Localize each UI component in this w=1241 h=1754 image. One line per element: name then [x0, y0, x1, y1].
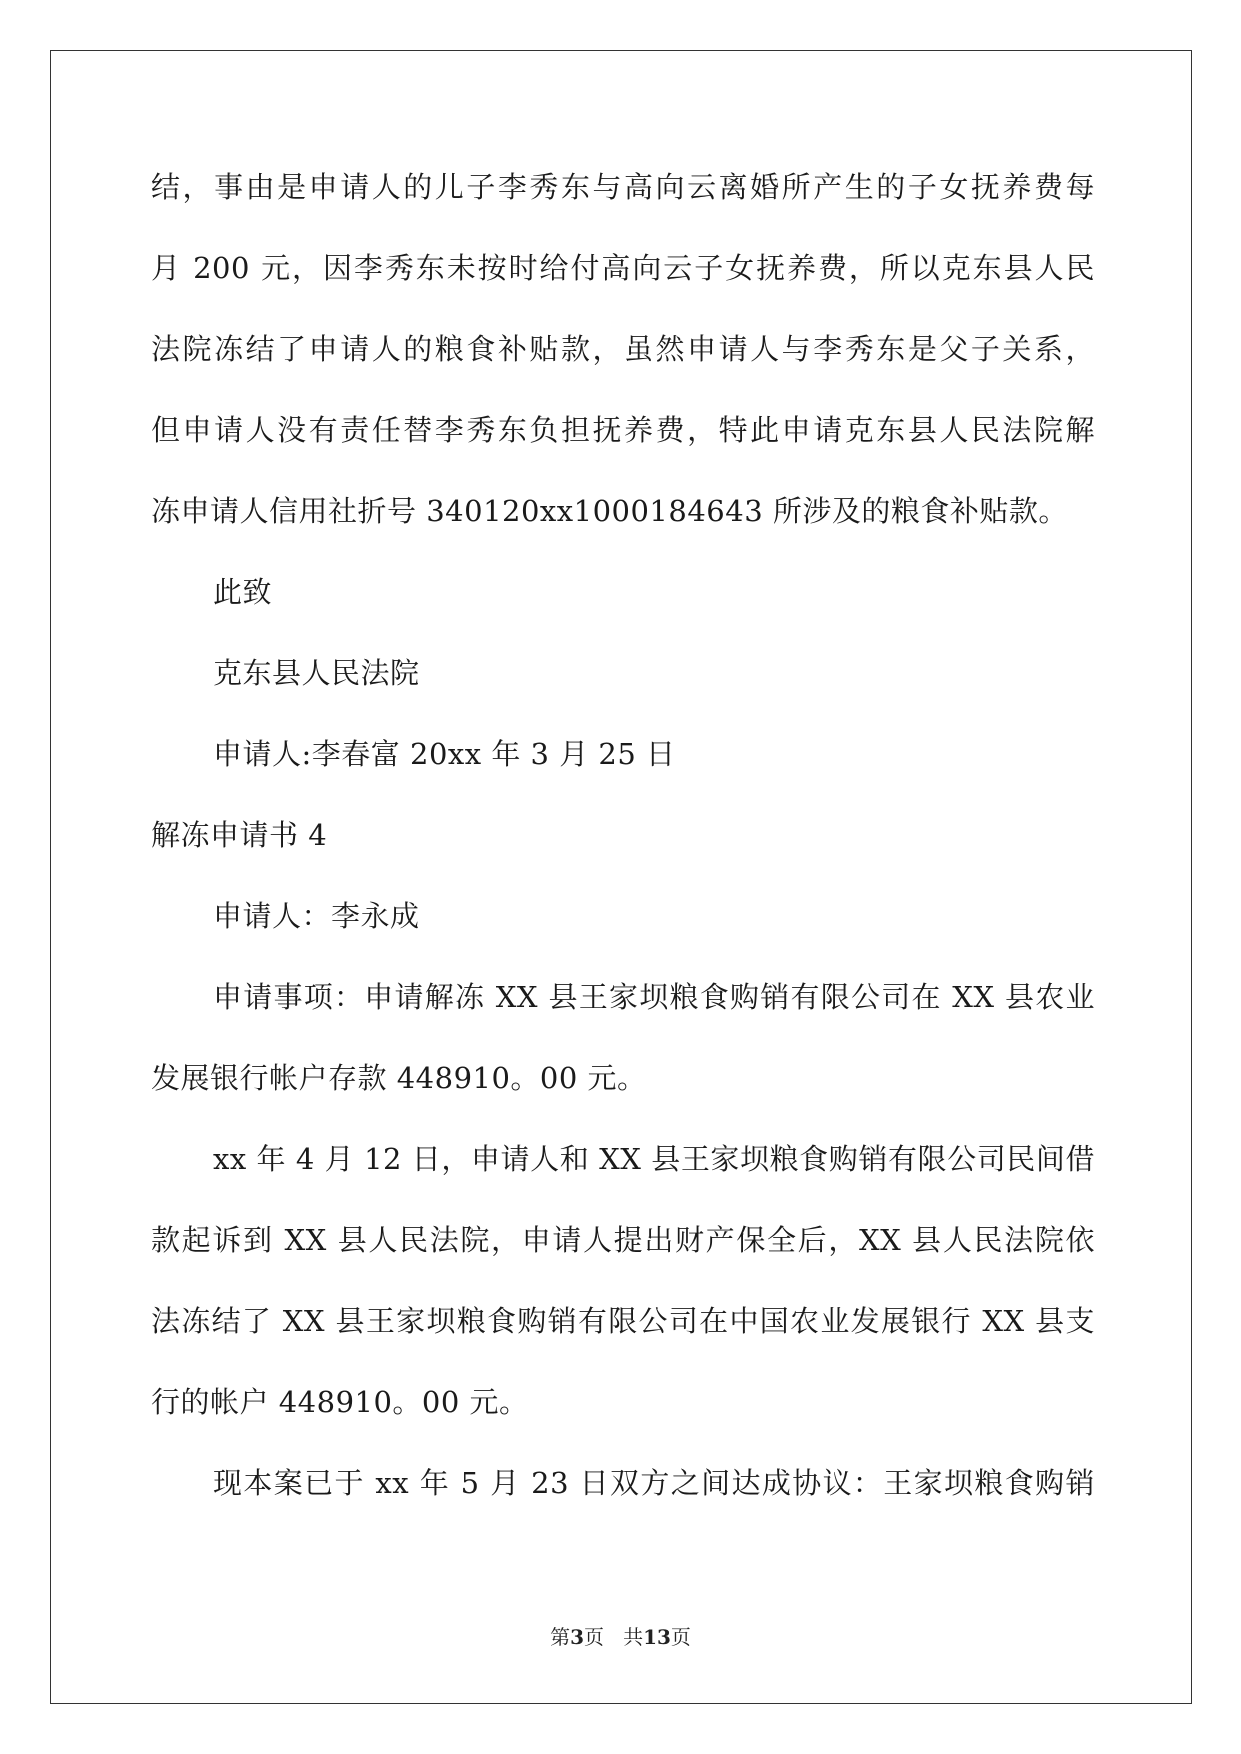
document-body [151, 160, 1095, 1537]
total-suffix: 页 [670, 1625, 691, 1649]
text-line: 现本案已于 xx 年 5 月 23 日双方之间达成协议：王家坝粮食购销 [213, 1466, 1095, 1500]
text-line: 款起诉到 XX 县人民法院，申请人提出财产保全后，XX 县人民法院依 [151, 1223, 1095, 1257]
page-footer [0, 1621, 1241, 1650]
applicant-line: 申请人：李永成 [213, 899, 420, 933]
text-line: xx 年 4 月 12 日，申请人和 XX 县王家坝粮食购销有限公司民间借 [213, 1142, 1095, 1176]
text-line: 行的帐户 448910。00 元。 [151, 1385, 529, 1419]
text-line: 月 200 元，因李秀东未按时给付高向云子女抚养费，所以克东县人民 [151, 251, 1095, 285]
text-line: 结，事由是申请人的儿子李秀东与高向云离婚所产生的子女抚养费每 [151, 170, 1095, 204]
page-number: 3 [570, 1625, 584, 1649]
section-heading: 解冻申请书 4 [151, 818, 328, 852]
page-prefix: 第 [550, 1625, 571, 1649]
text-line: 但申请人没有责任替李秀东负担抚养费，特此申请克东县人民法院解 [151, 413, 1095, 447]
text-line: 法冻结了 XX 县王家坝粮食购销有限公司在中国农业发展银行 XX 县支 [151, 1304, 1095, 1338]
total-prefix: 共 [623, 1625, 644, 1649]
text-line: 法院冻结了申请人的粮食补贴款，虽然申请人与李秀东是父子关系， [151, 332, 1095, 366]
recipient: 克东县人民法院 [213, 656, 420, 690]
text-line: 发展银行帐户存款 448910。00 元。 [151, 1061, 647, 1095]
text-line: 冻申请人信用社折号 340120xx1000184643 所涉及的粮食补贴款。 [151, 494, 1068, 528]
signature-line: 申请人:李春富 20xx 年 3 月 25 日 [213, 737, 676, 771]
text-line: 申请事项：申请解冻 XX 县王家坝粮食购销有限公司在 XX 县农业 [213, 980, 1095, 1014]
page-suffix: 页 [584, 1625, 604, 1649]
total-pages: 13 [643, 1625, 671, 1649]
salutation: 此致 [213, 575, 273, 609]
